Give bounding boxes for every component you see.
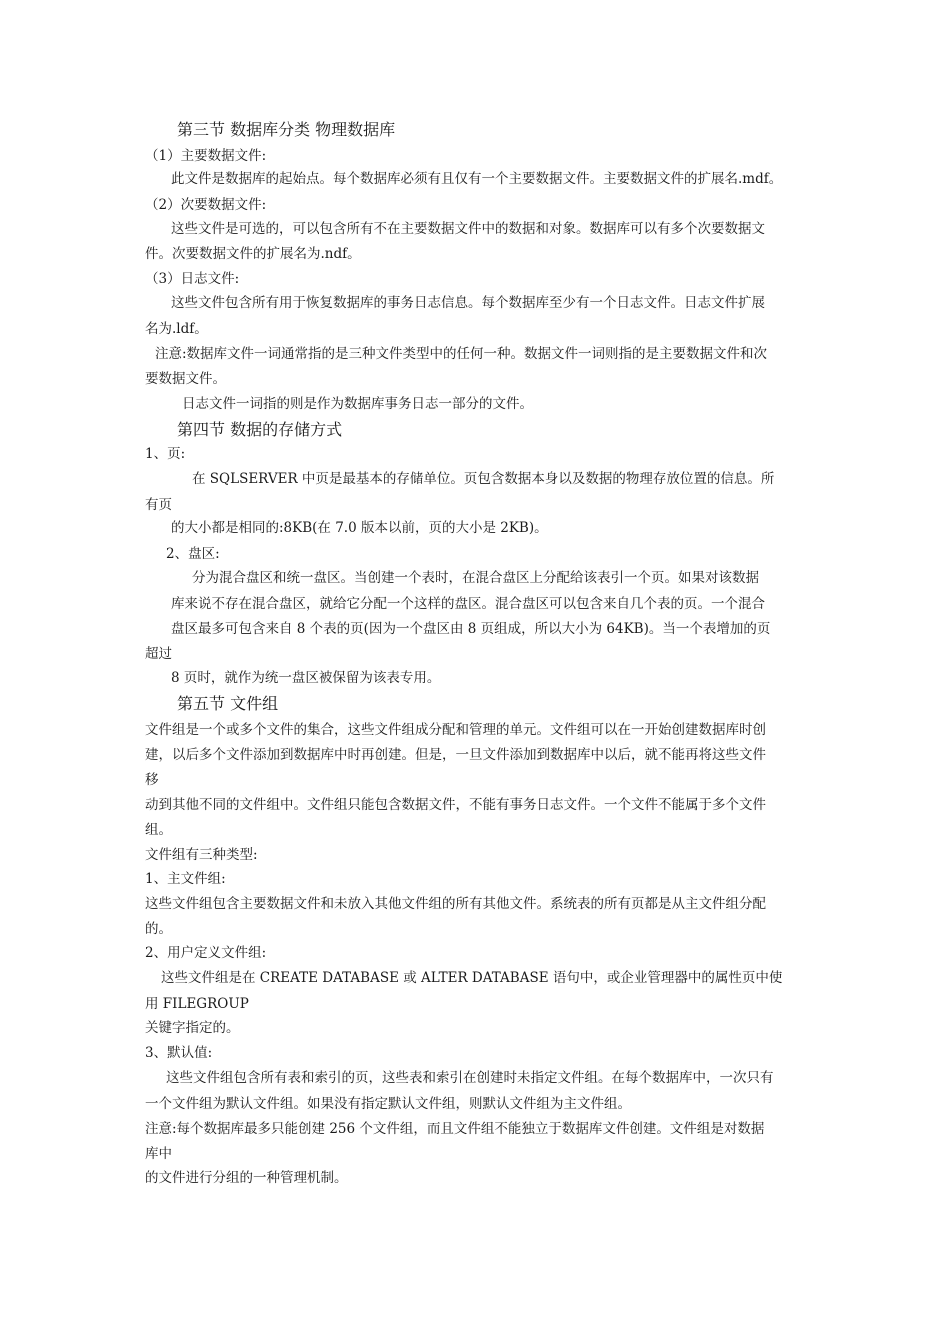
note-text: 注意:数据库文件一词通常指的是三种文件类型中的任何一种。数据文件一词则指的是主要数据文件和次 bbox=[155, 346, 768, 362]
item-secondary-data-file: （2）次要数据文件: bbox=[145, 197, 267, 213]
paragraph-text: 文件组是一个或多个文件的集合，这些文件组成分配和管理的单元。文件组可以在一开始创建数据库时创 bbox=[145, 722, 766, 738]
paragraph-text: 动到其他不同的文件组中。文件组只能包含数据文件，不能有事务日志文件。一个文件不能属于多个文件 bbox=[145, 797, 766, 813]
note-text: 注意:每个数据库最多只能创建 256 个文件组，而且文件组不能独立于数据库文件创建。文件组是对数据 bbox=[145, 1121, 765, 1137]
paragraph-text: 用 FILEGROUP bbox=[145, 996, 249, 1012]
paragraph-text: 一个文件组为默认文件组。如果没有指定默认文件组，则默认文件组为主文件组。 bbox=[145, 1096, 631, 1112]
paragraph-text: 移 bbox=[145, 772, 159, 788]
paragraph-text: 的。 bbox=[145, 921, 172, 937]
note-text: 的文件进行分组的一种管理机制。 bbox=[145, 1170, 348, 1186]
note-text: 日志文件一词指的则是作为数据库事务日志一部分的文件。 bbox=[182, 396, 533, 412]
paragraph-text: 文件组有三种类型: bbox=[145, 847, 258, 863]
item-page: 1、页: bbox=[145, 446, 186, 462]
paragraph-text: 8 页时，就作为统一盘区被保留为该表专用。 bbox=[171, 670, 441, 686]
section-4-heading: 第四节 数据的存储方式 bbox=[177, 420, 343, 439]
note-text: 库中 bbox=[145, 1146, 172, 1162]
section-5-heading: 第五节 文件组 bbox=[177, 694, 279, 713]
paragraph-text: 名为.ldf。 bbox=[145, 321, 208, 337]
section-3-heading: 第三节 数据库分类 物理数据库 bbox=[177, 120, 396, 139]
note-text: 要数据文件。 bbox=[145, 371, 226, 387]
paragraph-text: 的大小都是相同的:8KB(在 7.0 版本以前，页的大小是 2KB)。 bbox=[171, 520, 548, 536]
paragraph-text: 超过 bbox=[145, 646, 172, 662]
item-user-defined-filegroup: 2、用户定义文件组: bbox=[145, 945, 267, 961]
item-primary-filegroup: 1、主文件组: bbox=[145, 871, 226, 887]
paragraph-text: 件。次要数据文件的扩展名为.ndf。 bbox=[145, 246, 361, 262]
item-log-file: （3）日志文件: bbox=[145, 271, 240, 287]
paragraph-text: 这些文件是可选的，可以包含所有不在主要数据文件中的数据和对象。数据库可以有多个次要数据文 bbox=[171, 221, 765, 237]
paragraph-text: 此文件是数据库的起始点。每个数据库必须有且仅有一个主要数据文件。主要数据文件的扩展名.mdf。 bbox=[171, 171, 783, 187]
paragraph-text: 这些文件组包含主要数据文件和未放入其他文件组的所有其他文件。系统表的所有页都是从主文件组分配 bbox=[145, 896, 766, 912]
paragraph-text: 库来说不存在混合盘区，就给它分配一个这样的盘区。混合盘区可以包含来自几个表的页。一个混合 bbox=[171, 596, 765, 612]
paragraph-text: 关键字指定的。 bbox=[145, 1020, 240, 1036]
paragraph-text: 这些文件组是在 CREATE DATABASE 或 ALTER DATABASE 语句中，或企业管理器中的属性页中使 bbox=[161, 970, 783, 986]
paragraph-text: 分为混合盘区和统一盘区。当创建一个表时，在混合盘区上分配给该表引一个页。如果对该数据 bbox=[192, 570, 759, 586]
paragraph-text: 组。 bbox=[145, 822, 172, 838]
item-extent: 2、盘区: bbox=[166, 546, 220, 562]
paragraph-text: 有页 bbox=[145, 497, 172, 513]
paragraph-text: 盘区最多可包含来自 8 个表的页(因为一个盘区由 8 页组成，所以大小为 64KB)。当一个表增加的页 bbox=[171, 621, 771, 637]
paragraph-text: 在 SQLSERVER 中页是最基本的存储单位。页包含数据本身以及数据的物理存放位置的信息。所 bbox=[192, 471, 775, 487]
paragraph-text: 建，以后多个文件添加到数据库中时再创建。但是，一旦文件添加到数据库中以后，就不能再将这些文件 bbox=[145, 747, 766, 763]
item-default-filegroup: 3、默认值: bbox=[145, 1045, 213, 1061]
paragraph-text: 这些文件组包含所有表和索引的页，这些表和索引在创建时未指定文件组。在每个数据库中，一次只有 bbox=[166, 1070, 774, 1086]
paragraph-text: 这些文件包含所有用于恢复数据库的事务日志信息。每个数据库至少有一个日志文件。日志文件扩展 bbox=[171, 295, 765, 311]
item-primary-data-file: （1）主要数据文件: bbox=[145, 148, 267, 164]
